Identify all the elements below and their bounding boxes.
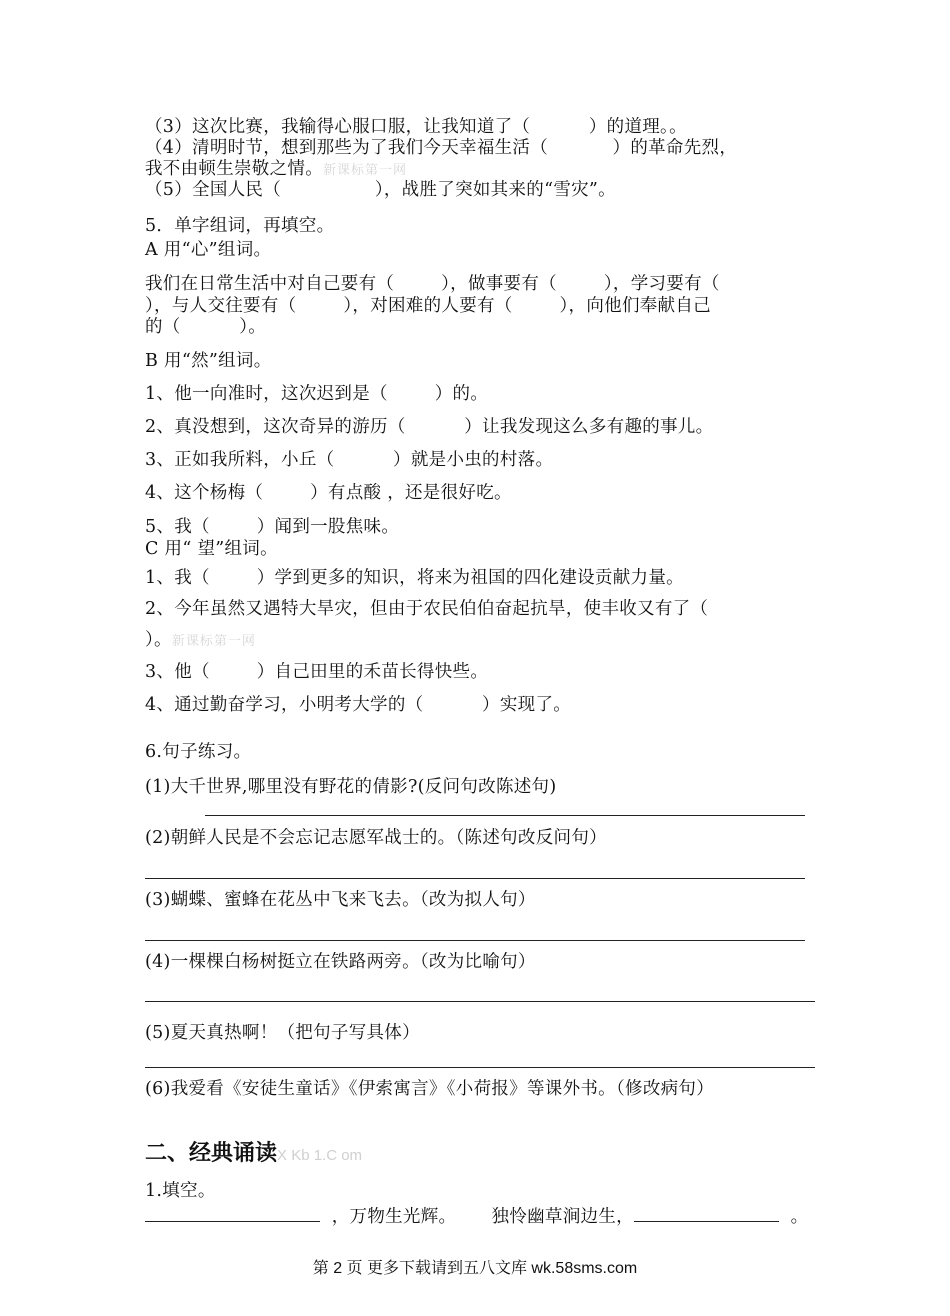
q5-c-item: 3、他（ ）自己田里的禾苗长得快些。 <box>145 662 489 682</box>
q6-item: (3)蝴蝶、蜜蜂在花丛中飞来飞去。（改为拟人句） <box>145 890 536 910</box>
fill-blank[interactable] <box>145 1203 320 1222</box>
q4-item-4-text: 我不由顿生崇敬之情。 <box>145 159 323 179</box>
q4-item-5: （5）全国人民（ ），战胜了突如其来的“雪灾”。 <box>145 180 616 200</box>
q6-item: (6)我爱看《安徒生童话》《伊索寓言》《小荷报》等课外书。（修改病句） <box>145 1079 715 1099</box>
fill-title: 1.填空。 <box>145 1181 216 1201</box>
q5-b-item: 2、真没想到，这次奇异的游历（ ）让我发现这么多有趣的事儿。 <box>145 417 714 437</box>
fill-text: ，万物生光辉。 <box>331 1207 457 1227</box>
q6-title: 6.句子练习。 <box>145 742 252 762</box>
q4-item-4: （4）清明时节，想到那些为了我们今天幸福生活（ ）的革命先烈， <box>145 138 738 158</box>
q6-item: (2)朝鲜人民是不会忘记志愿军战士的。（陈述句改反问句） <box>145 828 607 848</box>
q5-title: 5．单字组词，再填空。 <box>145 216 335 236</box>
fill-line <box>145 1203 808 1229</box>
answer-line <box>145 940 805 941</box>
answer-line <box>205 815 805 816</box>
q5-c-item: 1、我（ ）学到更多的知识，将来为祖国的四化建设贡献力量。 <box>145 568 684 588</box>
q5-b-item: 4、这个杨梅（ ）有点酸 ，还是很好吃。 <box>145 483 512 503</box>
q5-a-text-line1: 我们在日常生活中对自己要有（ ），做事要有（ ），学习要有（ <box>145 274 720 294</box>
q5-a-text-line3: 的（ ）。 <box>145 317 267 337</box>
q4-item-3: （3）这次比赛，我输得心服口服，让我知道了（ ）的道理。。 <box>145 117 687 137</box>
q5-b-item: 3、正如我所料，小丘（ ）就是小虫的村落。 <box>145 450 554 470</box>
q6-item: (5)夏天真热啊！（把句子写具体） <box>145 1023 420 1043</box>
page-footer: 第 2 页 更多下载请到五八文库 wk.58sms.com <box>312 1260 638 1277</box>
q5-c-item: 2、今年虽然又遇特大旱灾，但由于农民伯伯奋起抗旱，使丰收又有了（ <box>145 599 709 619</box>
q6-item: (4)一棵棵白杨树挺立在铁路两旁。（改为比喻句） <box>145 952 536 972</box>
q6-item: (1)大千世界,哪里没有野花的倩影?(反问句改陈述句) <box>145 777 557 797</box>
q5-b-item: 5、我（ ）闻到一股焦味。 <box>145 517 400 537</box>
q5-b-item: 1、他一向准时，这次迟到是（ ）的。 <box>145 384 489 404</box>
watermark-text: 新课标第一网 <box>171 634 256 649</box>
answer-line <box>145 1001 815 1002</box>
section-heading <box>145 1136 362 1167</box>
watermark-text: 新课标第一网 <box>323 163 408 178</box>
q5-a-title: A 用“心”组词。 <box>145 240 272 260</box>
fill-blank[interactable] <box>634 1203 779 1222</box>
q5-c-item: 4、通过勤奋学习，小明考大学的（ ）实现了。 <box>145 695 572 715</box>
section-heading-text: 二、经典诵读 <box>145 1141 278 1166</box>
answer-line <box>145 1067 815 1068</box>
q5-c-title: C 用“ 望”组词。 <box>145 539 278 559</box>
q5-a-text-line2: ），与人交往要有（ ），对困难的人要有（ ），向他们奉献自己 <box>145 296 711 316</box>
fill-end: 。 <box>790 1207 809 1227</box>
q5-c-item-text: ）。 <box>145 630 172 650</box>
fill-text: 独怜幽草涧边生， <box>491 1207 634 1227</box>
answer-line <box>145 878 805 879</box>
q5-c-item-cont <box>145 628 256 654</box>
watermark-text: X Kb 1.C om <box>277 1147 363 1164</box>
q5-b-title: B 用“然”组词。 <box>145 351 272 371</box>
